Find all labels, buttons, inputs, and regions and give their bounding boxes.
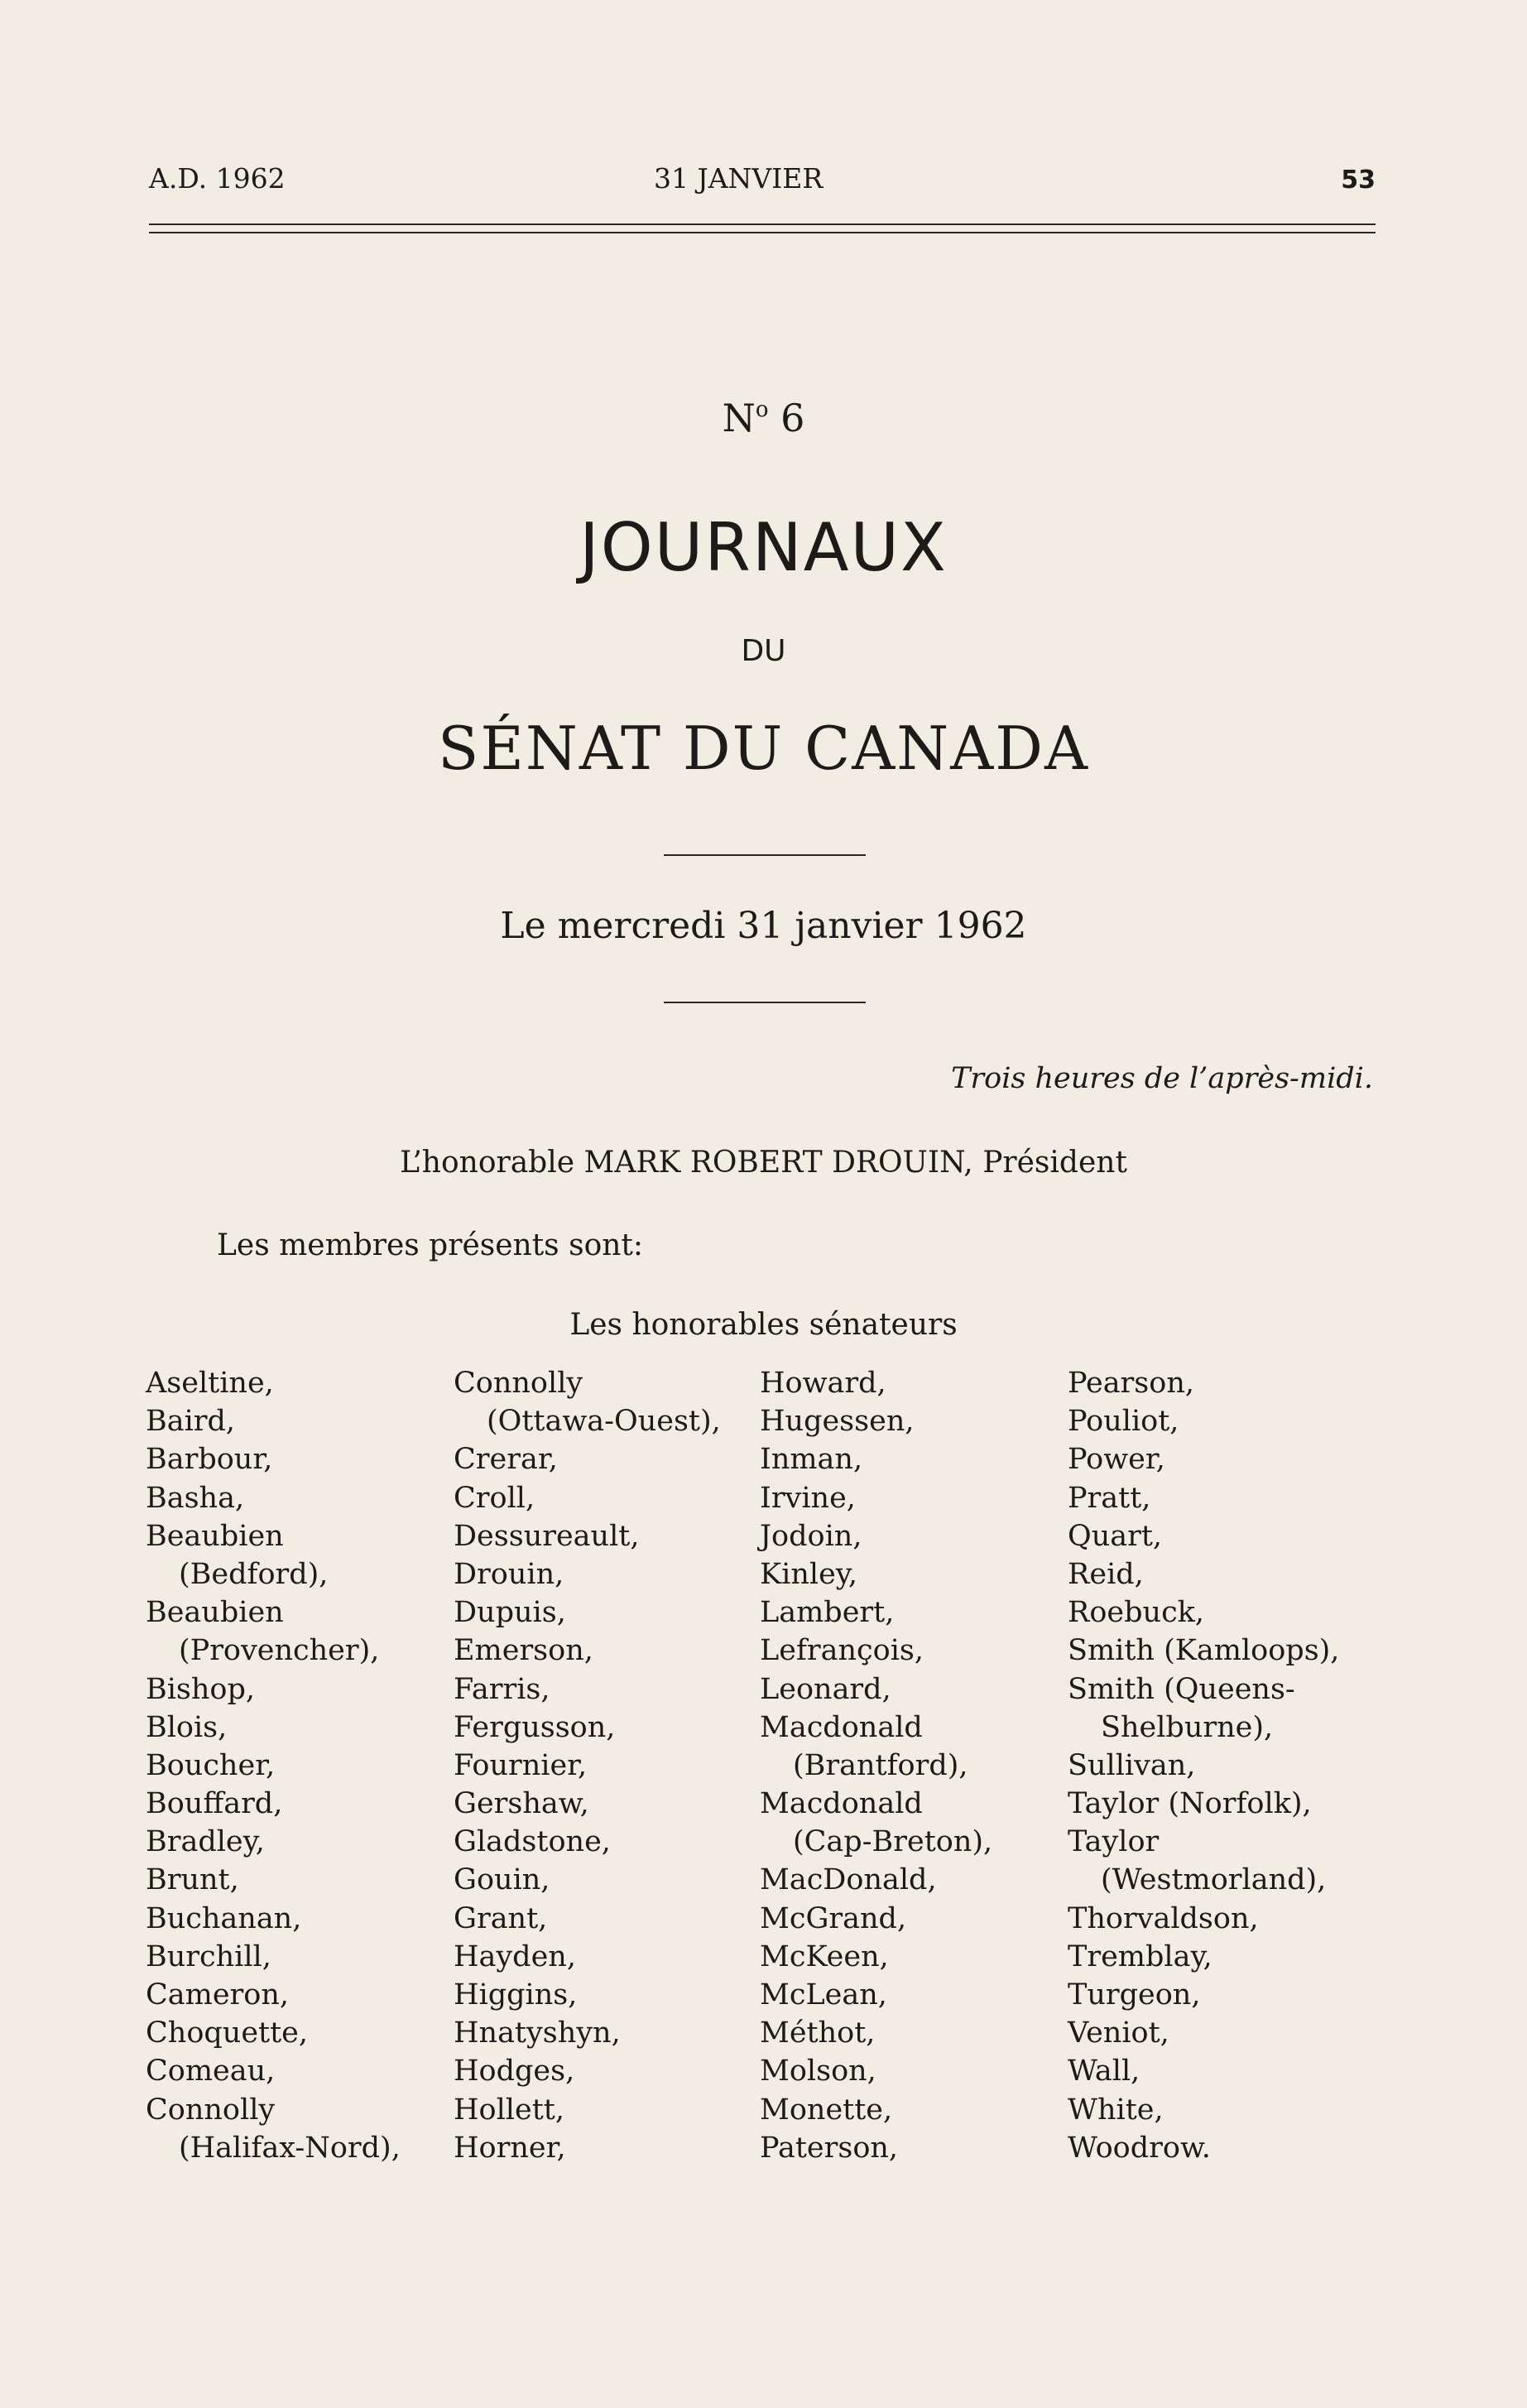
senator-entry: Grant,	[454, 1901, 548, 1935]
senator-entry: Molson,	[760, 2055, 876, 2088]
senator-entry: Fournier,	[454, 1748, 588, 1782]
senator-entry: White,	[1068, 2093, 1164, 2127]
senators-heading: Les honorables sénateurs	[569, 1308, 958, 1342]
senator-entry: Leonard,	[760, 1672, 891, 1706]
senator-entry: Roebuck,	[1068, 1596, 1205, 1630]
senator-entry: Wall,	[1068, 2055, 1140, 2088]
senator-entry: Bishop,	[146, 1672, 256, 1706]
senator-entry: Basha,	[146, 1481, 245, 1515]
senator-entry: Croll,	[454, 1481, 535, 1515]
header-double-rule	[149, 223, 1376, 233]
senator-entry: Woodrow.	[1068, 2131, 1211, 2165]
number-superscript: o	[755, 397, 769, 422]
senators-column-3	[760, 1364, 1083, 2167]
senators-column-1	[146, 1364, 468, 2167]
senator-entry: Dessureault,	[454, 1519, 640, 1553]
number-prefix: N	[722, 396, 756, 440]
senator-entry: Hnatyshyn,	[454, 2016, 621, 2050]
title-journaux: JOURNAUX	[579, 509, 948, 586]
senator-entry: Pearson,	[1068, 1367, 1194, 1400]
senator-entry: Paterson,	[760, 2131, 899, 2165]
senator-entry: Higgins,	[454, 1978, 578, 2011]
senator-entry: Gladstone,	[454, 1825, 611, 1859]
header-year: A.D. 1962	[149, 162, 286, 195]
senator-entry: Power,	[1068, 1443, 1165, 1477]
senator-entry: Kinley,	[760, 1557, 858, 1591]
senator-entry: Beaubien	[146, 1519, 284, 1553]
senator-entry: Howard,	[760, 1367, 886, 1400]
senator-entry: Lefrançois,	[760, 1634, 924, 1668]
senator-entry: Inman,	[760, 1443, 863, 1477]
senator-entry: Veniot,	[1068, 2016, 1169, 2050]
senator-entry: (Provencher),	[179, 1634, 380, 1668]
senator-entry: Monette,	[760, 2093, 893, 2127]
senator-entry: Baird,	[146, 1405, 236, 1439]
senator-entry: Tremblay,	[1068, 1939, 1212, 1973]
senator-entry: Shelburne),	[1101, 1710, 1274, 1744]
members-intro: Les membres présents sont:	[217, 1228, 644, 1262]
senator-entry: Sullivan,	[1068, 1748, 1196, 1782]
senator-entry: Quart,	[1068, 1519, 1163, 1553]
title-senat: SÉNAT DU CANADA	[438, 714, 1089, 783]
divider-rule-top	[664, 854, 866, 856]
senator-entry: Jodoin,	[760, 1519, 862, 1553]
senator-entry: Connolly	[454, 1367, 583, 1400]
page-number: 53	[1341, 166, 1376, 195]
senator-entry: Smith (Queens-	[1068, 1672, 1295, 1706]
senator-entry: Macdonald	[760, 1787, 923, 1821]
session-date: Le mercredi 31 janvier 1962	[500, 905, 1027, 947]
senators-column-4	[1068, 1364, 1390, 2167]
journal-number	[0, 396, 1527, 440]
senator-entry: Pratt,	[1068, 1481, 1151, 1515]
senator-entry: McKeen,	[760, 1939, 889, 1973]
senator-entry: Connolly	[146, 2093, 276, 2127]
senator-entry: Smith (Kamloops),	[1068, 1634, 1340, 1668]
senator-entry: Horner,	[454, 2131, 566, 2165]
senator-entry: Pouliot,	[1068, 1405, 1179, 1439]
senator-entry: Hodges,	[454, 2055, 575, 2088]
running-header	[149, 162, 1376, 204]
senator-entry: Reid,	[1068, 1557, 1144, 1591]
senator-entry: Dupuis,	[454, 1596, 566, 1630]
senator-entry: Brunt,	[146, 1863, 239, 1897]
senator-entry: (Cap-Breton),	[793, 1825, 993, 1859]
senator-entry: Boucher,	[146, 1748, 276, 1782]
senator-entry: (Westmorland),	[1101, 1863, 1327, 1897]
title-du: DU	[741, 634, 786, 668]
senator-entry: Crerar,	[454, 1443, 558, 1477]
senator-entry: Gouin,	[454, 1863, 550, 1897]
senators-column-2	[454, 1364, 776, 2167]
senator-entry: Fergusson,	[454, 1710, 616, 1744]
session-time: Trois heures de l’après-midi.	[951, 1062, 1373, 1095]
president-line: L’honorable MARK ROBERT DROUIN, Président	[400, 1146, 1127, 1180]
senator-entry: Bouffard,	[146, 1787, 283, 1821]
senator-entry: Blois,	[146, 1710, 228, 1744]
senator-entry: Cameron,	[146, 1978, 290, 2011]
senator-entry: Thorvaldson,	[1068, 1901, 1259, 1935]
senator-entry: Hayden,	[454, 1939, 576, 1973]
senator-entry: Macdonald	[760, 1710, 923, 1744]
senator-entry: Drouin,	[454, 1557, 564, 1591]
senator-entry: Hugessen,	[760, 1405, 915, 1439]
senator-entry: (Bedford),	[179, 1557, 329, 1591]
senator-entry: Beaubien	[146, 1596, 284, 1630]
senator-entry: McLean,	[760, 1978, 887, 2011]
senator-entry: Taylor (Norfolk),	[1068, 1787, 1312, 1821]
senator-entry: Méthot,	[760, 2016, 876, 2050]
senator-entry: MacDonald,	[760, 1863, 937, 1897]
senator-entry: Turgeon,	[1068, 1978, 1201, 2011]
senator-entry: Lambert,	[760, 1596, 895, 1630]
senator-entry: (Halifax-Nord),	[179, 2131, 401, 2165]
senators-list	[0, 1364, 1527, 2175]
senator-entry: Comeau,	[146, 2055, 276, 2088]
header-date: 31 JANVIER	[654, 162, 824, 195]
senator-entry: Gershaw,	[454, 1787, 589, 1821]
senator-entry: Choquette,	[146, 2016, 309, 2050]
senator-entry: Burchill,	[146, 1939, 271, 1973]
senator-entry: Barbour,	[146, 1443, 273, 1477]
senator-entry: Aseltine,	[146, 1367, 274, 1400]
senator-entry: Hollett,	[454, 2093, 564, 2127]
senator-entry: (Brantford),	[793, 1748, 968, 1782]
divider-rule-bottom	[664, 1002, 866, 1003]
senator-entry: Bradley,	[146, 1825, 265, 1859]
senator-entry: Farris,	[454, 1672, 550, 1706]
senator-entry: Emerson,	[454, 1634, 593, 1668]
senator-entry: Buchanan,	[146, 1901, 302, 1935]
senator-entry: Taylor	[1068, 1825, 1160, 1859]
senator-entry: (Ottawa-Ouest),	[487, 1405, 721, 1439]
senator-entry: Irvine,	[760, 1481, 856, 1515]
number-value: 6	[768, 396, 805, 440]
senator-entry: McGrand,	[760, 1901, 907, 1935]
